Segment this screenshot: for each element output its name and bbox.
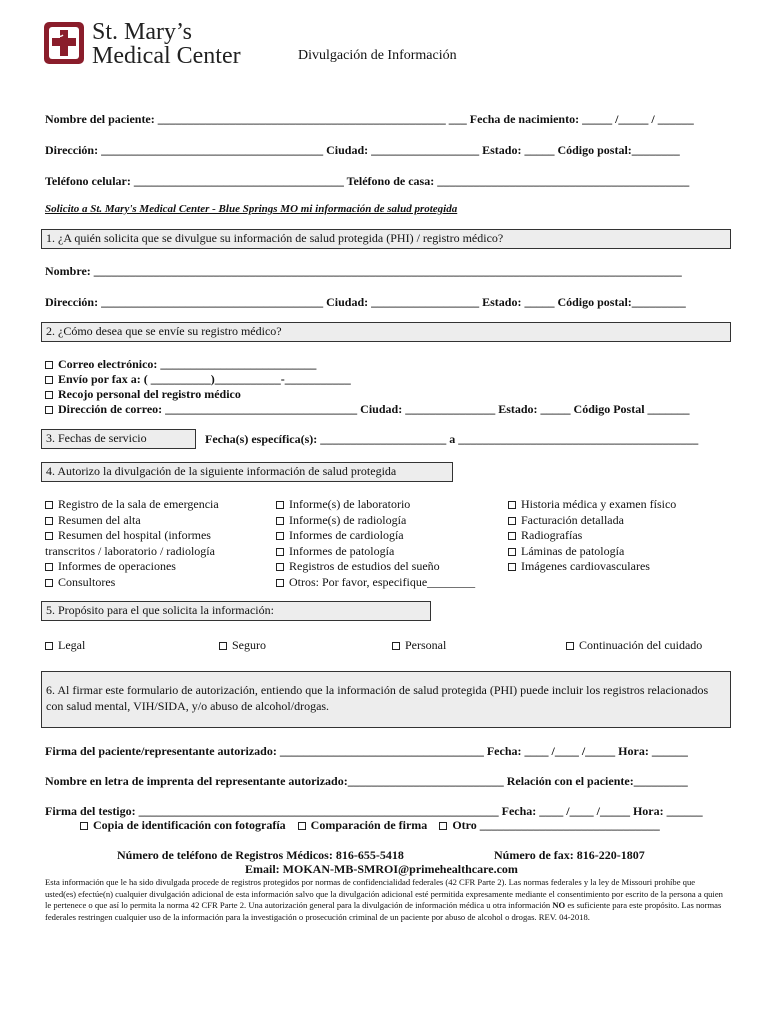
record-option[interactable]	[508, 497, 676, 513]
record-option[interactable]	[276, 513, 475, 529]
section6-box	[41, 671, 731, 728]
purpose-option-insurance[interactable]: Seguro	[219, 638, 266, 653]
checkbox-icon[interactable]	[298, 822, 306, 830]
record-option-label: Registro de la sala de emergencia	[58, 497, 219, 511]
checkbox-icon[interactable]	[276, 579, 284, 587]
legal-disclaimer: Esta información que le ha sido divulgada procede de registros protegidos por normas de confidencialidad federales (42 CFR Parte 2). Las normas federales y la ley de Missouri prohíbe que usted(es) efectúe(n) cualquier divulgación adicional de esta información salvo que la divulgación adicional esté permitida expresamente mediante el consentimiento por escrito de la persona a quien le pertenece o que así lo permita la norma 42 CFR Parte 2. Una autorización general para la divulgación de información médica u otra información NO es suficiente para este propósito. Las normas federales restringen cualquier uso de la información para la investigación o prosecución criminal de un paciente por abuso de alcohol o drogas. REV. 04-2018.	[45, 877, 723, 922]
section6-text: 6. Al firmar este formulario de autorización, entiendo que la información de salud protegida (PHI) puede incluir los registros relacionados con salud mental, VIH/SIDA, y/o abuso de alcohol/drogas.	[46, 683, 709, 713]
record-option-label: Informes de patología	[289, 543, 395, 558]
checkbox-icon[interactable]	[219, 642, 227, 650]
checkbox-icon[interactable]	[45, 563, 53, 571]
delivery-option-email[interactable]: Correo electrónico: __________________________	[45, 357, 316, 372]
checkbox-icon[interactable]	[392, 642, 400, 650]
record-option[interactable]	[508, 513, 676, 529]
section2-header: 2. ¿Cómo desea que se envíe su registro médico?	[41, 322, 731, 342]
checkbox-icon[interactable]	[508, 532, 516, 540]
checkbox-icon[interactable]	[276, 501, 284, 509]
records-column-3	[508, 497, 676, 575]
delivery-option-fax[interactable]: Envío por fax a: ( __________)___________-___________	[45, 372, 351, 387]
delivery-option-pickup[interactable]: Recojo personal del registro médico	[45, 387, 241, 402]
witness-signature-field[interactable]: Firma del testigo: ____________________________________________________________ Fecha: ____ /____ /_____ Hora: ______	[45, 804, 703, 818]
checkbox-icon[interactable]	[45, 517, 53, 525]
section5-header: 5. Propósito para el que solicita la información:	[41, 601, 431, 621]
checkbox-icon[interactable]	[508, 563, 516, 571]
record-option[interactable]	[45, 513, 219, 529]
record-option-label: Informes de cardiología	[289, 528, 404, 542]
checkbox-icon[interactable]	[45, 376, 53, 384]
record-option-label: Historia médica y examen físico	[521, 497, 677, 511]
records-column-1	[45, 497, 219, 590]
checkbox-icon[interactable]	[45, 642, 53, 650]
record-option-label: Imágenes cardiovasculares	[521, 559, 650, 573]
checkbox-icon[interactable]	[45, 532, 53, 540]
record-option-label: Láminas de patología	[521, 543, 625, 558]
checkbox-icon[interactable]	[45, 579, 53, 587]
purpose-option-continued-care[interactable]: Continuación del cuidado	[566, 638, 702, 653]
record-option[interactable]	[45, 528, 219, 544]
recipient-name-field[interactable]: Nombre: __________________________________________________________________________________________________	[45, 264, 682, 278]
record-option[interactable]	[508, 528, 676, 544]
records-column-2	[276, 497, 475, 590]
record-option-label: Consultores	[58, 574, 116, 589]
printed-name-field[interactable]: Nombre en letra de imprenta del representante autorizado:__________________________ Relación con el paciente:_________	[45, 774, 688, 788]
purpose-option-legal[interactable]: Legal	[45, 638, 85, 653]
checkbox-icon[interactable]	[508, 548, 516, 556]
record-option[interactable]	[276, 575, 475, 591]
page-title: Divulgación de Información	[298, 48, 457, 63]
checkbox-icon[interactable]	[566, 642, 574, 650]
section3-header: 3. Fechas de servicio	[41, 429, 196, 449]
checkbox-icon[interactable]	[45, 391, 53, 399]
records-fax: Número de fax: 816-220-1807	[494, 848, 645, 862]
medical-cross-logo-icon	[44, 22, 84, 64]
recipient-address-field[interactable]: Dirección: _____________________________________ Ciudad: __________________ Estado: _____ Código postal:_________	[45, 295, 686, 309]
patient-name-field[interactable]: Nombre del paciente: ________________________________________________ ___ Fecha de nacimiento: _____ /_____ / ______	[45, 112, 694, 126]
record-option-label: Informe(s) de laboratorio	[289, 497, 411, 511]
record-option-label: Informes de operaciones	[58, 559, 176, 573]
record-option[interactable]	[276, 497, 475, 513]
record-option-label: Radiografías	[521, 528, 583, 542]
record-option[interactable]	[276, 544, 475, 560]
record-option[interactable]	[45, 497, 219, 513]
record-option-label: transcritos / laboratorio / radiología	[45, 543, 215, 558]
verification-options	[80, 818, 660, 833]
checkbox-icon[interactable]	[45, 501, 53, 509]
logo-name-line2: Medical Center	[92, 43, 241, 69]
record-option-label: Resumen del alta	[58, 512, 141, 527]
patient-phone-field[interactable]: Teléfono celular: ___________________________________ Teléfono de casa: __________________________________________	[45, 174, 690, 188]
record-option[interactable]	[508, 559, 676, 575]
service-dates-field[interactable]: Fecha(s) específica(s): _____________________ a ________________________________________	[205, 432, 699, 446]
verification-option-photo-id[interactable]: Copia de identificación con fotografía	[80, 818, 286, 832]
checkbox-icon[interactable]	[439, 822, 447, 830]
patient-address-field[interactable]: Dirección: _____________________________________ Ciudad: __________________ Estado: _____ Código postal:________	[45, 143, 680, 157]
patient-signature-field[interactable]: Firma del paciente/representante autorizado: __________________________________ Fecha: ____ /____ /_____ Hora: ______	[45, 744, 688, 758]
records-email: Email: MOKAN-MB-SMROI@primehealthcare.com	[245, 862, 518, 876]
record-option-label: Registros de estudios del sueño	[289, 559, 440, 573]
checkbox-icon[interactable]	[508, 517, 516, 525]
record-option[interactable]	[508, 544, 676, 560]
checkbox-icon[interactable]	[276, 548, 284, 556]
record-option-label: Otros: Por favor, especifique________	[289, 574, 476, 589]
record-option-label: Facturación detallada	[521, 512, 624, 527]
checkbox-icon[interactable]	[276, 532, 284, 540]
record-option-label: Resumen del hospital (informes	[58, 528, 211, 542]
delivery-option-mail[interactable]: Dirección de correo: ________________________________ Ciudad: _______________ Estado: _____ Código Postal _______	[45, 402, 690, 417]
checkbox-icon[interactable]	[45, 406, 53, 414]
checkbox-icon[interactable]	[80, 822, 88, 830]
checkbox-icon[interactable]	[276, 517, 284, 525]
section4-header: 4. Autorizo la divulgación de la siguiente información de salud protegida	[41, 462, 453, 482]
verification-option-other[interactable]: Otro ______________________________	[439, 818, 659, 832]
checkbox-icon[interactable]	[508, 501, 516, 509]
record-option-label: Informe(s) de radiología	[289, 512, 407, 527]
record-option[interactable]	[276, 559, 475, 575]
records-phone: Número de teléfono de Registros Médicos: 816-655-5418	[117, 848, 404, 862]
record-option[interactable]	[45, 575, 219, 591]
record-option[interactable]	[276, 528, 475, 544]
checkbox-icon[interactable]	[276, 563, 284, 571]
verification-option-signature[interactable]: Comparación de firma	[298, 818, 428, 832]
purpose-option-personal[interactable]: Personal	[392, 638, 446, 653]
record-option[interactable]	[45, 559, 219, 575]
request-heading: Solicito a St. Mary's Medical Center - Blue Springs MO mi información de salud protegida	[45, 203, 458, 215]
record-option-continuation[interactable]	[45, 544, 219, 560]
section1-header: 1. ¿A quién solicita que se divulgue su información de salud protegida (PHI) / registro médico?	[41, 229, 731, 249]
logo-name-line1: St. Mary’s	[92, 19, 193, 45]
checkbox-icon[interactable]	[45, 361, 53, 369]
